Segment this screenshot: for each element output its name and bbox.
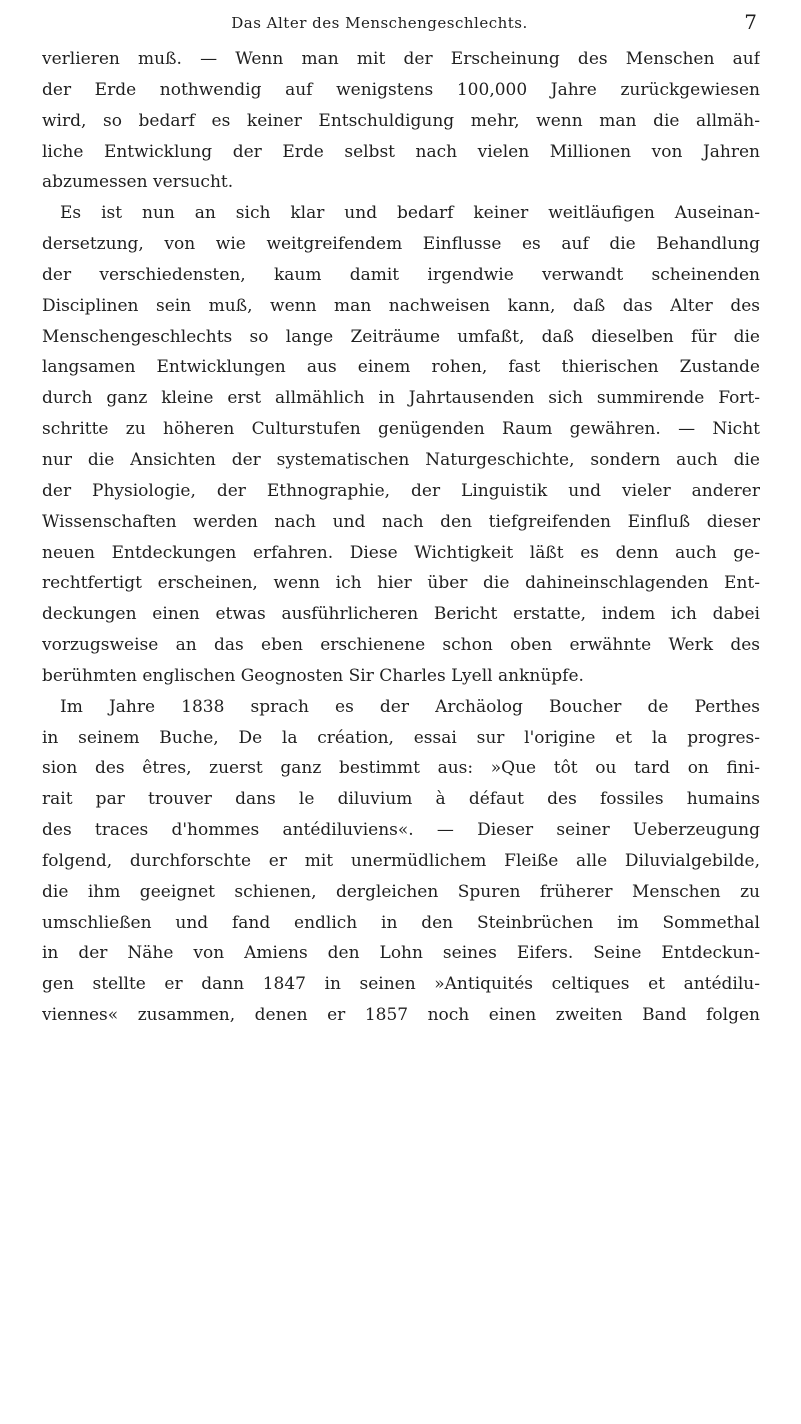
text-line: vorzugsweise an das eben erschienene schon oben erwähnte Werk des bbox=[42, 635, 760, 656]
text-line: deckungen einen etwas ausführlicheren Bericht erstatte, indem ich dabei bbox=[42, 604, 760, 625]
text-line: des traces d'hommes antédiluviens«. — Dieser seiner Ueberzeugung bbox=[42, 820, 760, 841]
text-line: berühmten englischen Geognosten Sir Charles Lyell anknüpfe. bbox=[42, 665, 584, 686]
text-line: durch ganz kleine erst allmählich in Jahrtausenden sich summirende Fort- bbox=[42, 388, 760, 409]
text-line: der verschiedensten, kaum damit irgendwie verwandt scheinenden bbox=[42, 264, 760, 285]
text-line: Im Jahre 1838 sprach es der Archäolog Boucher de Perthes bbox=[60, 696, 760, 717]
text-line: dersetzung, von wie weitgreifendem Einflusse es auf die Behandlung bbox=[42, 234, 760, 255]
text-line: verlieren muß. — Wenn man mit der Erscheinung des Menschen auf bbox=[42, 49, 760, 69]
running-head: Das Alter des Menschengeschlechts. bbox=[231, 14, 528, 32]
text-line: Wissenschaften werden nach und nach den tiefgreifenden Einfluß dieser bbox=[42, 511, 760, 532]
text-line: gen stellte er dann 1847 in seinen »Antiquités celtiques et antédilu- bbox=[42, 974, 760, 995]
text-line: wird, so bedarf es keiner Entschuldigung mehr, wenn man die allmäh- bbox=[42, 110, 760, 131]
text-line: folgend, durchforschte er mit unermüdlichem Fleiße alle Diluvialgebilde, bbox=[42, 850, 760, 871]
text-line: Menschengeschlechts so lange Zeiträume umfaßt, daß dieselben für die bbox=[42, 326, 760, 347]
text-line: abzumessen versucht. bbox=[42, 172, 234, 193]
text-line: schritte zu höheren Culturstufen genügenden Raum gewähren. — Nicht bbox=[42, 419, 760, 440]
text-line: rait par trouver dans le diluvium à défaut des fossiles humains bbox=[42, 789, 760, 810]
text-line: der Physiologie, der Ethnographie, der Linguistik und vieler anderer bbox=[42, 480, 760, 501]
text-line: umschließen und fand endlich in den Steinbrüchen im Sommethal bbox=[42, 912, 760, 933]
text-line: neuen Entdeckungen erfahren. Diese Wichtigkeit läßt es denn auch ge- bbox=[42, 542, 760, 563]
text-line: viennes« zusammen, denen er 1857 noch einen zweiten Band folgen bbox=[42, 1005, 760, 1026]
text-line: sion des êtres, zuerst ganz bestimmt aus: »Que tôt ou tard on fini- bbox=[42, 758, 760, 779]
text-line: in der Nähe von Amiens den Lohn seines Eifers. Seine Entdeckun- bbox=[42, 943, 760, 964]
text-line: Es ist nun an sich klar und bedarf keiner weitläufigen Auseinan- bbox=[60, 203, 760, 224]
text-line: in seinem Buche, De la création, essai sur l'origine et la progres- bbox=[42, 727, 760, 748]
text-line: rechtfertigt erscheinen, wenn ich hier über die dahineinschlagenden Ent- bbox=[42, 573, 760, 594]
text-line: nur die Ansichten der systematischen Naturgeschichte, sondern auch die bbox=[42, 449, 760, 470]
page-header bbox=[42, 6, 757, 40]
text-line: langsamen Entwicklungen aus einem rohen, fast thierischen Zustande bbox=[42, 357, 760, 378]
text-line: der Erde nothwendig auf wenigstens 100,000 Jahre zurückgewiesen bbox=[42, 79, 760, 100]
page-number: 7 bbox=[744, 10, 757, 34]
text-line: die ihm geeignet schienen, dergleichen Spuren früherer Menschen zu bbox=[42, 881, 760, 902]
text-line: liche Entwicklung der Erde selbst nach vielen Millionen von Jahren bbox=[42, 141, 760, 162]
body-text bbox=[42, 44, 760, 1031]
text-line: Disciplinen sein muß, wenn man nachweisen kann, daß das Alter des bbox=[42, 295, 760, 316]
